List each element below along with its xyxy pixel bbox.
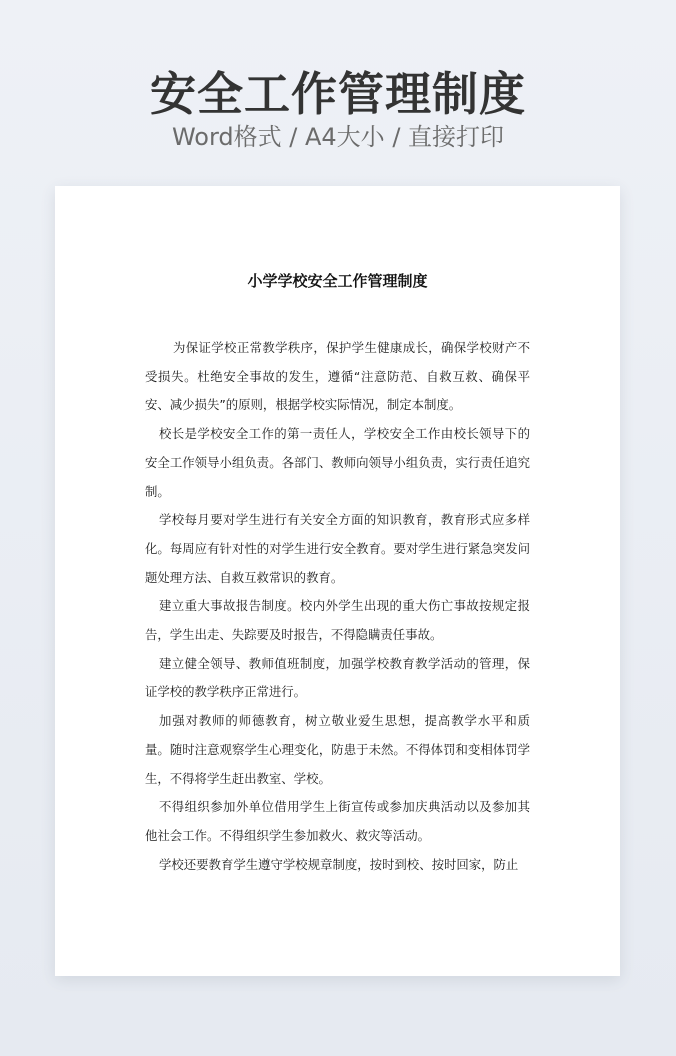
paragraph-6: 加强对教师的师德教育，树立敬业爱生思想，提高教学水平和质量。随时注意观察学生心理变化，防患于未然。不得体罚和变相体罚学生，不得将学生赶出教室、学校。 (145, 713, 530, 786)
document-body (145, 334, 530, 879)
paragraph-3: 学校每月要对学生进行有关安全方面的知识教育，教育形式应多样化。每周应有针对性的对学生进行安全教育。要对学生进行紧急突发问题处理方法、自救互救常识的教育。 (145, 512, 530, 585)
document-title: 小学学校安全工作管理制度 (247, 272, 428, 290)
paragraph-5: 建立健全领导、教师值班制度，加强学校教育教学活动的管理，保证学校的教学秩序正常进行。 (145, 655, 530, 700)
paragraph-7: 不得组织参加外单位借用学生上街宣传或参加庆典活动以及参加其他社会工作。不得组织学生参加救火、救灾等活动。 (145, 799, 530, 843)
paragraph-1: 为保证学校正常教学秩序，保护学生健康成长，确保学校财产不受损失。杜绝安全事故的发生，遵循“注意防范、自救互救、确保平安、减少损失”的原则，根据学校实际情况，制定本制度。 (145, 340, 530, 413)
paragraph-2: 校长是学校安全工作的第一责任人，学校安全工作由校长领导下的安全工作领导小组负责。各部门、教师向领导小组负责，实行责任追究制。 (145, 426, 530, 499)
banner-subtitle: Word格式 / A4大小 / 直接打印 (171, 123, 505, 151)
document-page (55, 186, 620, 976)
banner-title: 安全工作管理制度 (150, 67, 526, 121)
paragraph-4: 建立重大事故报告制度。校内外学生出现的重大伤亡事故按规定报告，学生出走、失踪要及时报告，不得隐瞒责任事故。 (145, 598, 530, 643)
paragraph-8: 学校还要教育学生遵守学校规章制度，按时到校、按时回家，防止 (159, 856, 519, 872)
